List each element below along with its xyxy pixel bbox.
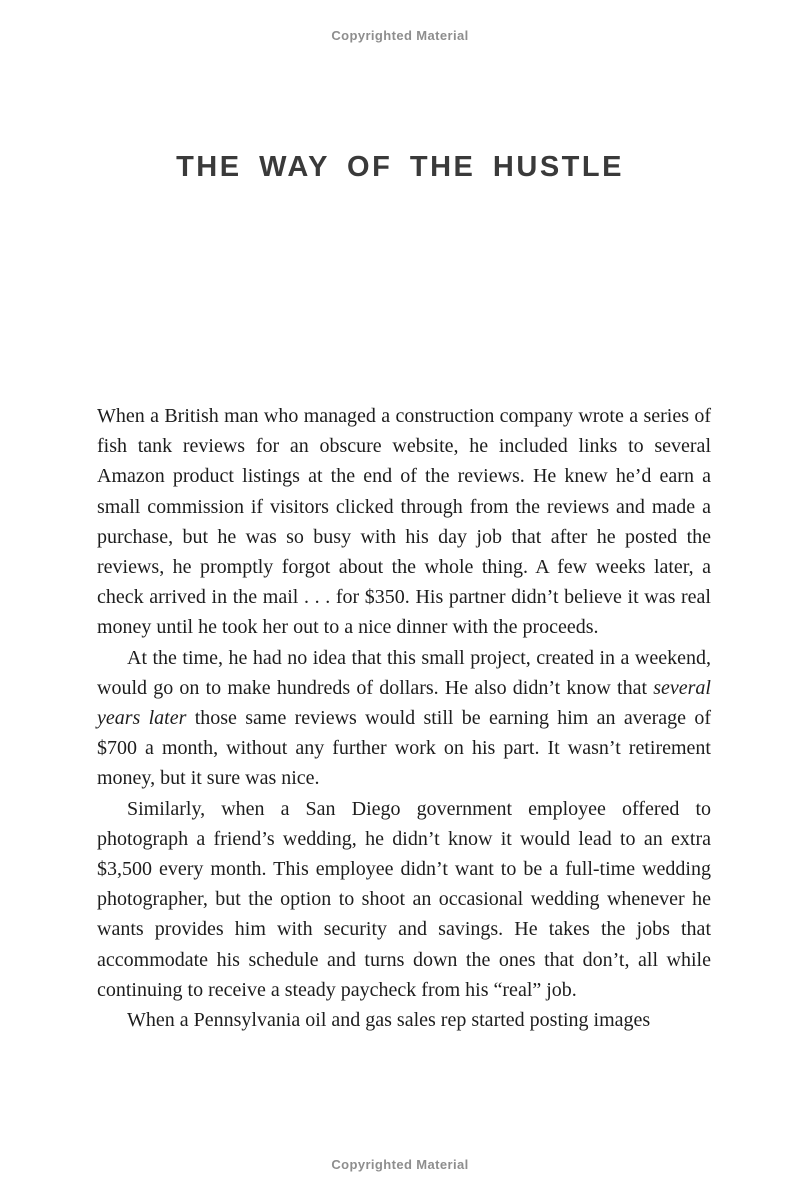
- chapter-title: THE WAY OF THE HUSTLE: [176, 151, 624, 183]
- text-run: When a British man who managed a construction company wrote a series of fish tank reviews for an obscure website, he included links to several Amazon product listings at the end of the reviews. He knew he’d earn a small commission if visitors clicked through from the reviews and made a purchase, but he was so busy with his day job that after he posted the reviews, he promptly forgot about the whole thing. A few weeks later, a check arrived in the mail . . . for $350. His partner didn’t believe it was real money until he took her out to a nice dinner with the proceeds.: [97, 405, 711, 639]
- copyright-notice-top: Copyrighted Material: [331, 28, 469, 43]
- text-run: When a Pennsylvania oil and gas sales rep started posting images: [127, 1009, 651, 1032]
- body-text: [97, 401, 711, 1035]
- paragraph: [97, 643, 711, 794]
- text-run: At the time, he had no idea that this small project, created in a weekend, would go on to make hundreds of dollars. He also didn’t know that: [97, 646, 711, 699]
- text-run: those same reviews would still be earning him an average of $700 a month, without any further work on his part. It wasn’t retirement money, but it sure was nice.: [97, 707, 711, 790]
- paragraph: [97, 401, 711, 643]
- paragraph: [97, 1005, 711, 1035]
- copyright-notice-bottom: Copyrighted Material: [331, 1157, 469, 1172]
- italic-text-run: several years later: [97, 676, 711, 730]
- text-run: Similarly, when a San Diego government employee offered to photograph a friend’s wedding, he didn’t know it would lead to an extra $3,500 every month. This employee didn’t want to be a full-time wedding photographer, but the option to shoot an occasional wedding whenever he wants provides him with security and savings. He takes the jobs that accommodate his schedule and turns down the ones that don’t, all while continuing to receive a steady paycheck from his “real” job.: [97, 797, 711, 1001]
- paragraph: [97, 794, 711, 1005]
